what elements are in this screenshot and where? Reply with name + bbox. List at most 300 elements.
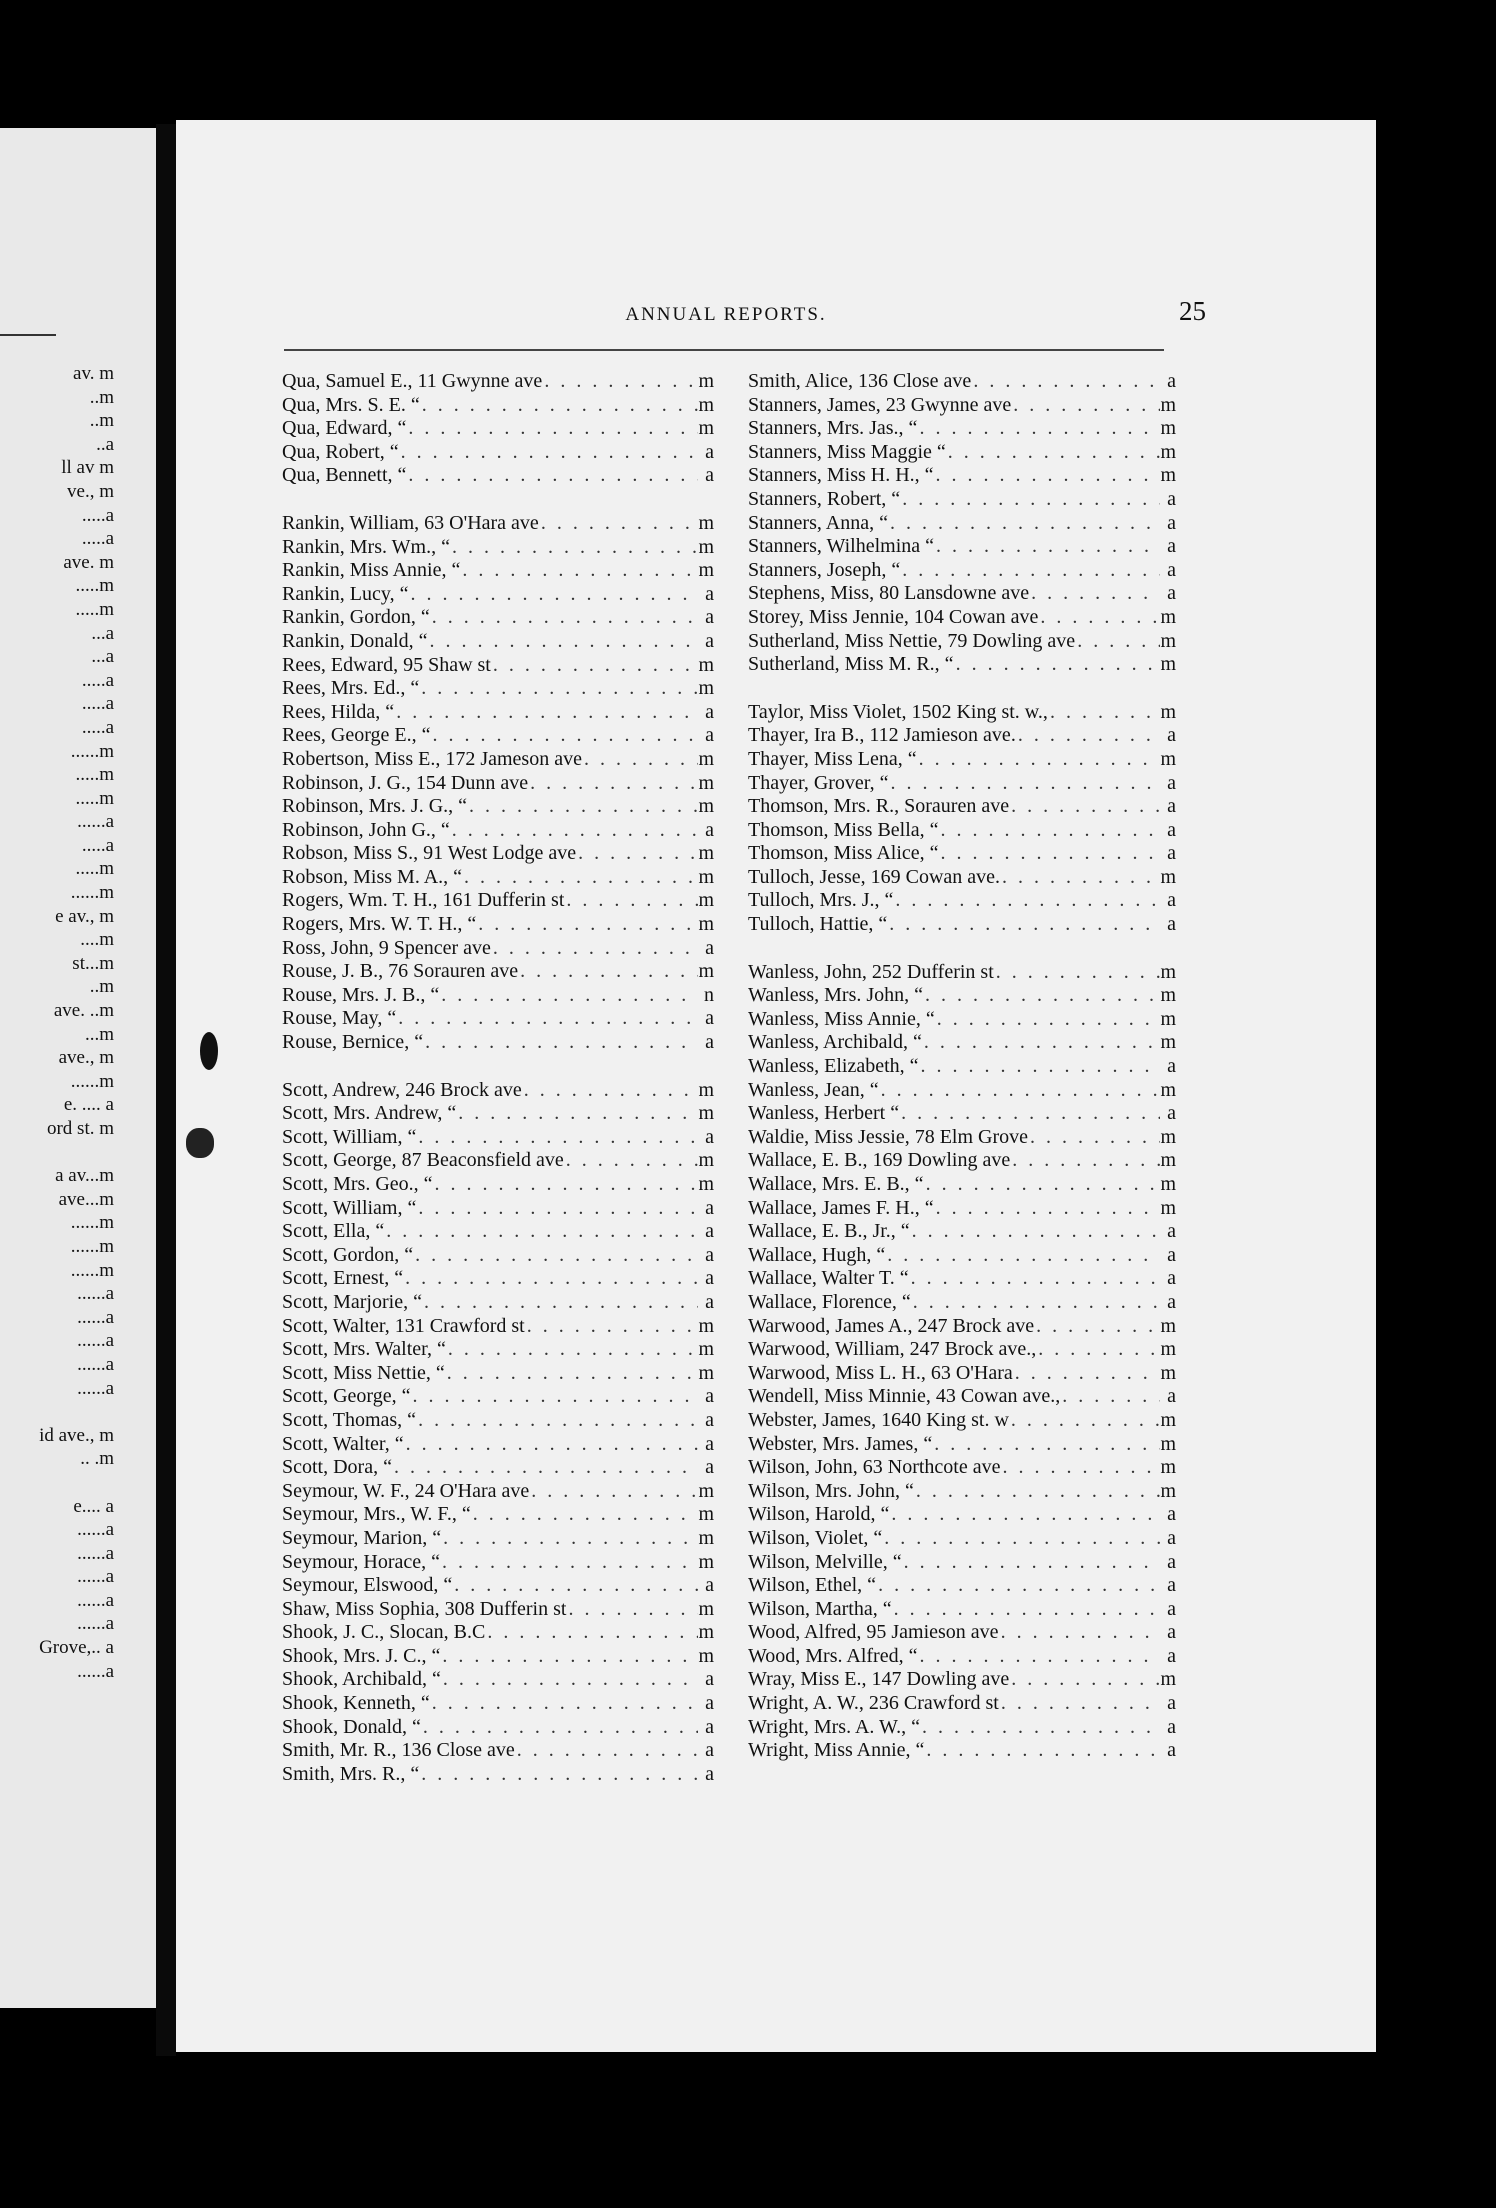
member-name-address: Rouse, J. B., 76 Sorauren ave [282, 960, 519, 983]
dot-leader [914, 1480, 1160, 1504]
dot-leader [971, 370, 1160, 394]
member-entry [748, 1574, 1176, 1598]
dot-leader [924, 1739, 1160, 1763]
member-name-address: Qua, Samuel E., 11 Gwynne ave [282, 370, 543, 392]
document-page [176, 120, 1376, 2052]
facing-page-line: .....m [75, 764, 114, 786]
dot-leader [460, 559, 698, 583]
section-gap [748, 677, 1176, 701]
member-name-address: Qua, Robert, “ [282, 440, 399, 463]
facing-page-line: ......m [70, 1070, 114, 1092]
facing-page-line: .....a [81, 716, 114, 738]
member-name-address: Wallace, Hugh, “ [748, 1243, 886, 1266]
member-entry [748, 961, 1176, 985]
member-status: a [705, 1125, 714, 1148]
dot-leader [882, 1527, 1160, 1551]
facing-page-line: .....m [75, 787, 114, 809]
member-name-address: Rouse, May, “ [282, 1007, 397, 1030]
member-status: m [1160, 1338, 1176, 1361]
member-name-address: Shook, Archibald, “ [282, 1668, 441, 1691]
member-name-address: Robson, Miss M. A., “ [282, 865, 463, 888]
member-name-address: Seymour, Marion, “ [282, 1526, 442, 1549]
dot-leader [932, 1433, 1160, 1457]
member-name-address: Robinson, J. G., 154 Dunn ave [282, 771, 529, 794]
member-entry [282, 394, 714, 418]
dot-leader [430, 606, 698, 630]
facing-page-line: ......m [70, 740, 114, 762]
member-entry [282, 370, 714, 394]
member-name-address: Warwood, Miss L. H., 63 O'Hara [748, 1361, 1013, 1384]
member-status: a [705, 1267, 714, 1290]
member-entry [282, 748, 714, 772]
dot-leader [525, 1315, 698, 1339]
dot-leader [1009, 795, 1160, 819]
member-entry [748, 1739, 1176, 1763]
facing-page-line: ......a [77, 1519, 114, 1541]
facing-page-line: ......a [77, 1589, 114, 1611]
member-status: a [1167, 1267, 1176, 1290]
member-status: m [1160, 865, 1176, 888]
member-name-address: Robinson, John G., “ [282, 818, 450, 841]
member-entry [748, 724, 1176, 748]
member-name-address: Wilson, John, 63 Northcote ave [748, 1456, 1001, 1479]
member-name-address: Scott, Ernest, “ [282, 1267, 404, 1290]
dot-leader [1075, 630, 1160, 654]
member-entry [748, 535, 1176, 559]
member-name-address: Wanless, Archibald, “ [748, 1031, 922, 1054]
facing-page-line: ......m [70, 882, 114, 904]
member-status: a [1167, 1692, 1176, 1715]
member-entry [748, 1668, 1176, 1692]
member-name-address: Wilson, Martha, “ [748, 1597, 892, 1620]
member-entry [748, 559, 1176, 583]
member-entry [748, 370, 1176, 394]
member-entry [748, 1008, 1176, 1032]
member-status: m [1160, 605, 1176, 628]
member-name-address: Waldie, Miss Jessie, 78 Elm Grove [748, 1125, 1029, 1148]
dot-leader [1000, 1456, 1160, 1480]
member-name-address: Wanless, John, 252 Dufferin st [748, 960, 994, 983]
member-name-address: Scott, Dora, “ [282, 1456, 392, 1479]
member-name-address: Tulloch, Hattie, “ [748, 913, 888, 936]
member-name-address: Shook, Donald, “ [282, 1715, 421, 1738]
dot-leader [1013, 1362, 1160, 1386]
member-status: m [698, 1361, 714, 1384]
member-status: a [705, 936, 714, 959]
member-name-address: Wilson, Mrs. John, “ [748, 1479, 914, 1502]
header-rule [284, 349, 1164, 351]
member-status: a [705, 1007, 714, 1030]
facing-page-line: ord st. m [46, 1118, 114, 1139]
member-status: m [1160, 1149, 1176, 1172]
member-status: a [1167, 1715, 1176, 1738]
member-entry [282, 1527, 714, 1551]
member-status: a [1167, 558, 1176, 581]
member-name-address: Stanners, Robert, “ [748, 487, 901, 510]
member-name-address: Stanners, Wilhelmina “ [748, 535, 935, 558]
member-entry [282, 1503, 714, 1527]
member-status: a [705, 1762, 714, 1785]
dot-leader [515, 1739, 698, 1763]
member-name-address: Rees, Edward, 95 Shaw st [282, 653, 491, 676]
member-name-address: Wilson, Ethel, “ [748, 1574, 877, 1597]
member-name-address: Rankin, Mrs. Wm., “ [282, 535, 450, 558]
facing-page-line: e av., m [55, 905, 114, 927]
member-status: a [705, 1243, 714, 1266]
member-entry [282, 1244, 714, 1268]
dot-leader [413, 1244, 698, 1268]
member-name-address: Rouse, Bernice, “ [282, 1031, 424, 1054]
dot-leader [999, 1621, 1160, 1645]
member-entry [748, 1315, 1176, 1339]
dot-leader [564, 1149, 698, 1173]
member-name-address: Scott, Gordon, “ [282, 1243, 414, 1266]
dot-leader [899, 1102, 1160, 1126]
facing-page-text [0, 362, 114, 1683]
member-name-address: Scott, Thomas, “ [282, 1408, 417, 1431]
member-status: a [1167, 913, 1176, 936]
dot-leader [892, 1598, 1160, 1622]
facing-page-line: ......a [77, 1377, 114, 1399]
facing-page-line: .....m [75, 575, 114, 597]
facing-page-line: ......a [77, 811, 114, 833]
member-entry [748, 1055, 1176, 1079]
facing-page-line: ......a [77, 1353, 114, 1375]
facing-page-line: ll av m [61, 457, 114, 479]
facing-page-line: ......a [77, 1283, 114, 1305]
dot-leader [421, 1716, 698, 1740]
facing-page-line: ......a [77, 1306, 114, 1328]
dot-leader [1048, 701, 1160, 725]
member-name-address: Wright, Mrs. A. W., “ [748, 1715, 920, 1738]
facing-page-line: ......a [77, 1566, 114, 1588]
member-entry [282, 1385, 714, 1409]
member-entry [282, 795, 714, 819]
member-status: a [1167, 1574, 1176, 1597]
dot-leader [392, 1456, 698, 1480]
dot-leader [917, 417, 1160, 441]
facing-page-line: e.... a [73, 1495, 114, 1517]
member-entry [748, 701, 1176, 725]
member-name-address: Wood, Alfred, 95 Jamieson ave [748, 1621, 999, 1644]
member-name-address: Wright, A. W., 236 Crawford st [748, 1692, 999, 1715]
dot-leader [420, 394, 698, 418]
member-entry [748, 464, 1176, 488]
member-status: m [1160, 1078, 1176, 1101]
book-gutter [156, 124, 176, 2056]
member-entry [282, 1551, 714, 1575]
member-name-address: Robertson, Miss E., 172 Jameson ave [282, 747, 582, 770]
dot-leader [566, 1598, 698, 1622]
member-name-address: Rankin, William, 63 O'Hara ave [282, 511, 539, 534]
member-name-address: Wallace, Mrs. E. B., “ [748, 1173, 924, 1195]
member-status: a [705, 1031, 714, 1054]
member-name-address: Scott, Mrs. Andrew, “ [282, 1102, 457, 1125]
member-entry [282, 1079, 714, 1103]
dot-leader [1060, 1385, 1160, 1409]
member-status: a [705, 724, 714, 747]
dot-leader [467, 795, 698, 819]
member-name-address: Thomson, Miss Bella, “ [748, 818, 939, 841]
member-status: m [698, 889, 714, 912]
member-name-address: Scott, William, “ [282, 1125, 417, 1148]
member-entry [748, 1645, 1176, 1669]
member-status: a [1167, 842, 1176, 865]
dot-leader [384, 1220, 698, 1244]
dot-leader [518, 960, 698, 984]
member-entry [748, 630, 1176, 654]
member-status: m [1160, 1361, 1176, 1384]
member-name-address: Scott, Mrs. Geo., “ [282, 1173, 433, 1195]
facing-page-line: ......m [70, 1235, 114, 1257]
member-status: a [1167, 370, 1176, 392]
member-entry [282, 1126, 714, 1150]
dot-leader [564, 889, 698, 913]
dot-leader [1036, 1338, 1160, 1362]
member-entry [748, 1338, 1176, 1362]
dot-leader [1000, 866, 1160, 890]
member-status: m [698, 1314, 714, 1337]
member-name-address: Scott, Mrs. Walter, “ [282, 1338, 446, 1361]
member-status: a [705, 1739, 714, 1762]
member-status: m [1160, 960, 1176, 983]
member-name-address: Rees, George E., “ [282, 724, 431, 747]
member-entry [282, 1433, 714, 1457]
member-name-address: Wallace, Florence, “ [748, 1290, 911, 1313]
member-name-address: Shook, J. C., Slocan, B.C [282, 1621, 486, 1644]
dot-leader [450, 819, 698, 843]
member-entry [282, 1007, 714, 1031]
member-entry [748, 606, 1176, 630]
member-status: a [1167, 724, 1176, 747]
dot-leader [887, 913, 1160, 937]
member-status: m [1160, 1007, 1176, 1030]
dot-leader [403, 1267, 698, 1291]
member-status: m [698, 653, 714, 676]
member-entry [282, 536, 714, 560]
dot-leader [1010, 1149, 1160, 1173]
dot-leader [471, 1503, 698, 1527]
member-name-address: Scott, William, “ [282, 1196, 417, 1219]
facing-page-line: ......a [77, 1613, 114, 1635]
member-entry [282, 583, 714, 607]
member-name-address: Rogers, Wm. T. H., 161 Dufferin st [282, 889, 565, 912]
member-entry [748, 866, 1176, 890]
member-entry [748, 1079, 1176, 1103]
member-entry [282, 1645, 714, 1669]
member-status: a [705, 1574, 714, 1597]
dot-leader [911, 1291, 1160, 1315]
member-status: a [705, 1385, 714, 1408]
facing-page-line: ......a [77, 1542, 114, 1564]
member-entry [748, 819, 1176, 843]
member-name-address: Wanless, Herbert “ [748, 1102, 900, 1125]
dot-leader [576, 842, 698, 866]
member-status: a [705, 1408, 714, 1431]
member-entry [748, 913, 1176, 937]
member-status: a [1167, 1621, 1176, 1644]
member-name-address: Wanless, Mrs. John, “ [748, 984, 924, 1007]
page-number: 25 [1179, 296, 1206, 326]
member-entry [748, 1220, 1176, 1244]
member-status: m [698, 1102, 714, 1125]
member-status: a [705, 700, 714, 723]
dot-leader [888, 512, 1160, 536]
dot-leader [404, 1433, 698, 1457]
ink-blot [200, 1032, 218, 1070]
member-entry [748, 1716, 1176, 1740]
member-status: m [1160, 464, 1176, 487]
dot-leader [889, 1503, 1160, 1527]
member-status: m [698, 771, 714, 794]
member-name-address: Warwood, William, 247 Brock ave., [748, 1338, 1037, 1361]
member-name-address: Seymour, Horace, “ [282, 1550, 441, 1573]
facing-page-line: ave. ..m [53, 1000, 114, 1022]
member-status: a [1167, 771, 1176, 794]
member-entry [282, 701, 714, 725]
member-name-address: Shook, Kenneth, “ [282, 1692, 430, 1715]
member-entry [282, 1267, 714, 1291]
member-name-address: Rankin, Donald, “ [282, 629, 428, 652]
member-entry [282, 1409, 714, 1433]
member-name-address: Stephens, Miss, 80 Lansdowne ave [748, 582, 1030, 605]
member-name-address: Wallace, Walter T. “ [748, 1267, 909, 1290]
member-entry [282, 937, 714, 961]
member-status: a [705, 629, 714, 652]
member-name-address: Ross, John, 9 Spencer ave [282, 936, 491, 959]
member-name-address: Thayer, Grover, “ [748, 771, 889, 794]
member-entry [282, 1692, 714, 1716]
member-entry [748, 488, 1176, 512]
member-status: m [698, 1149, 714, 1172]
member-status: m [698, 1503, 714, 1526]
facing-page-line [0, 1471, 114, 1495]
member-status: a [1167, 1644, 1176, 1667]
member-entry [282, 1197, 714, 1221]
dot-leader [902, 1551, 1160, 1575]
member-status: m [698, 795, 714, 818]
member-name-address: Wallace, James F. H., “ [748, 1196, 934, 1219]
member-name-address: Sutherland, Miss Nettie, 79 Dowling ave [748, 629, 1076, 652]
member-status: m [698, 370, 714, 392]
member-status: m [698, 677, 714, 700]
member-entry [748, 1409, 1176, 1433]
facing-page-line: ......a [77, 1660, 114, 1682]
facing-page-line: .....a [81, 528, 114, 550]
facing-page-line: .....a [81, 504, 114, 526]
member-entry [748, 1598, 1176, 1622]
dot-leader [917, 1645, 1160, 1669]
facing-page-line: ...m [84, 1023, 114, 1045]
facing-page-line: ..m [89, 410, 114, 432]
section-gap [282, 488, 714, 512]
dot-leader [456, 1102, 698, 1126]
member-status: a [705, 440, 714, 463]
dot-leader [935, 1008, 1160, 1032]
dot-leader [542, 370, 698, 394]
member-name-address: Robinson, Mrs. J. G., “ [282, 795, 468, 818]
member-entry [748, 1244, 1176, 1268]
member-entry [282, 866, 714, 890]
dot-leader [920, 1716, 1160, 1740]
member-entry [282, 913, 714, 937]
member-entry [748, 512, 1176, 536]
member-entry [282, 1621, 714, 1645]
dot-leader [1029, 582, 1160, 606]
facing-page-line: Grove,.. a [39, 1637, 114, 1659]
member-name-address: Smith, Alice, 136 Close ave [748, 370, 972, 392]
member-entry [282, 417, 714, 441]
member-status: m [1160, 1125, 1176, 1148]
dot-leader [419, 677, 698, 701]
member-entry [282, 606, 714, 630]
member-status: m [698, 865, 714, 888]
member-status: m [1160, 653, 1176, 676]
member-name-address: Wanless, Miss Annie, “ [748, 1007, 935, 1030]
member-entry [282, 1456, 714, 1480]
member-name-address: Rankin, Gordon, “ [282, 606, 430, 629]
member-status: m [1160, 700, 1176, 723]
member-name-address: Seymour, Mrs., W. F., “ [282, 1503, 471, 1526]
member-name-address: Wallace, E. B., 169 Dowling ave [748, 1149, 1011, 1172]
running-title: ANNUAL REPORTS. [625, 304, 827, 325]
facing-page-line: ......m [70, 1212, 114, 1234]
member-status: a [1167, 1597, 1176, 1620]
dot-leader [939, 819, 1160, 843]
member-entry [748, 1173, 1176, 1197]
dot-leader [1028, 1126, 1160, 1150]
member-status: m [698, 747, 714, 770]
dot-leader [924, 1173, 1160, 1197]
dot-leader [528, 772, 698, 796]
member-entry [748, 984, 1176, 1008]
member-status: a [1167, 795, 1176, 818]
member-entry [748, 1031, 1176, 1055]
member-status: a [1167, 1526, 1176, 1549]
dot-leader [582, 748, 698, 772]
member-status: m [1160, 747, 1176, 770]
member-entry [282, 1739, 714, 1763]
member-name-address: Storey, Miss Jennie, 104 Cowan ave [748, 605, 1039, 628]
member-entry [748, 653, 1176, 677]
member-name-address: Wanless, Jean, “ [748, 1078, 879, 1101]
dot-leader [450, 536, 698, 560]
member-status: m [1160, 1479, 1176, 1502]
member-name-address: Stanners, Anna, “ [748, 511, 888, 534]
member-status: a [1167, 487, 1176, 510]
facing-page-line: .....m [75, 598, 114, 620]
member-entry [282, 842, 714, 866]
dot-leader [452, 1574, 698, 1598]
member-entry [748, 1503, 1176, 1527]
dot-leader [1009, 1409, 1160, 1433]
facing-page-line: ......a [77, 1330, 114, 1352]
member-entry [282, 1598, 714, 1622]
member-entry [282, 1338, 714, 1362]
member-status: m [698, 1078, 714, 1101]
member-status: m [698, 1479, 714, 1502]
member-status: m [1160, 440, 1176, 463]
dot-leader [491, 654, 698, 678]
facing-page-line: ..m [89, 976, 114, 998]
facing-page-line: ......m [70, 1259, 114, 1281]
dot-leader [889, 772, 1160, 796]
member-status: a [1167, 535, 1176, 558]
member-status: m [698, 913, 714, 936]
member-entry [282, 1763, 714, 1787]
facing-page-line [0, 1141, 114, 1165]
member-status: m [698, 842, 714, 865]
